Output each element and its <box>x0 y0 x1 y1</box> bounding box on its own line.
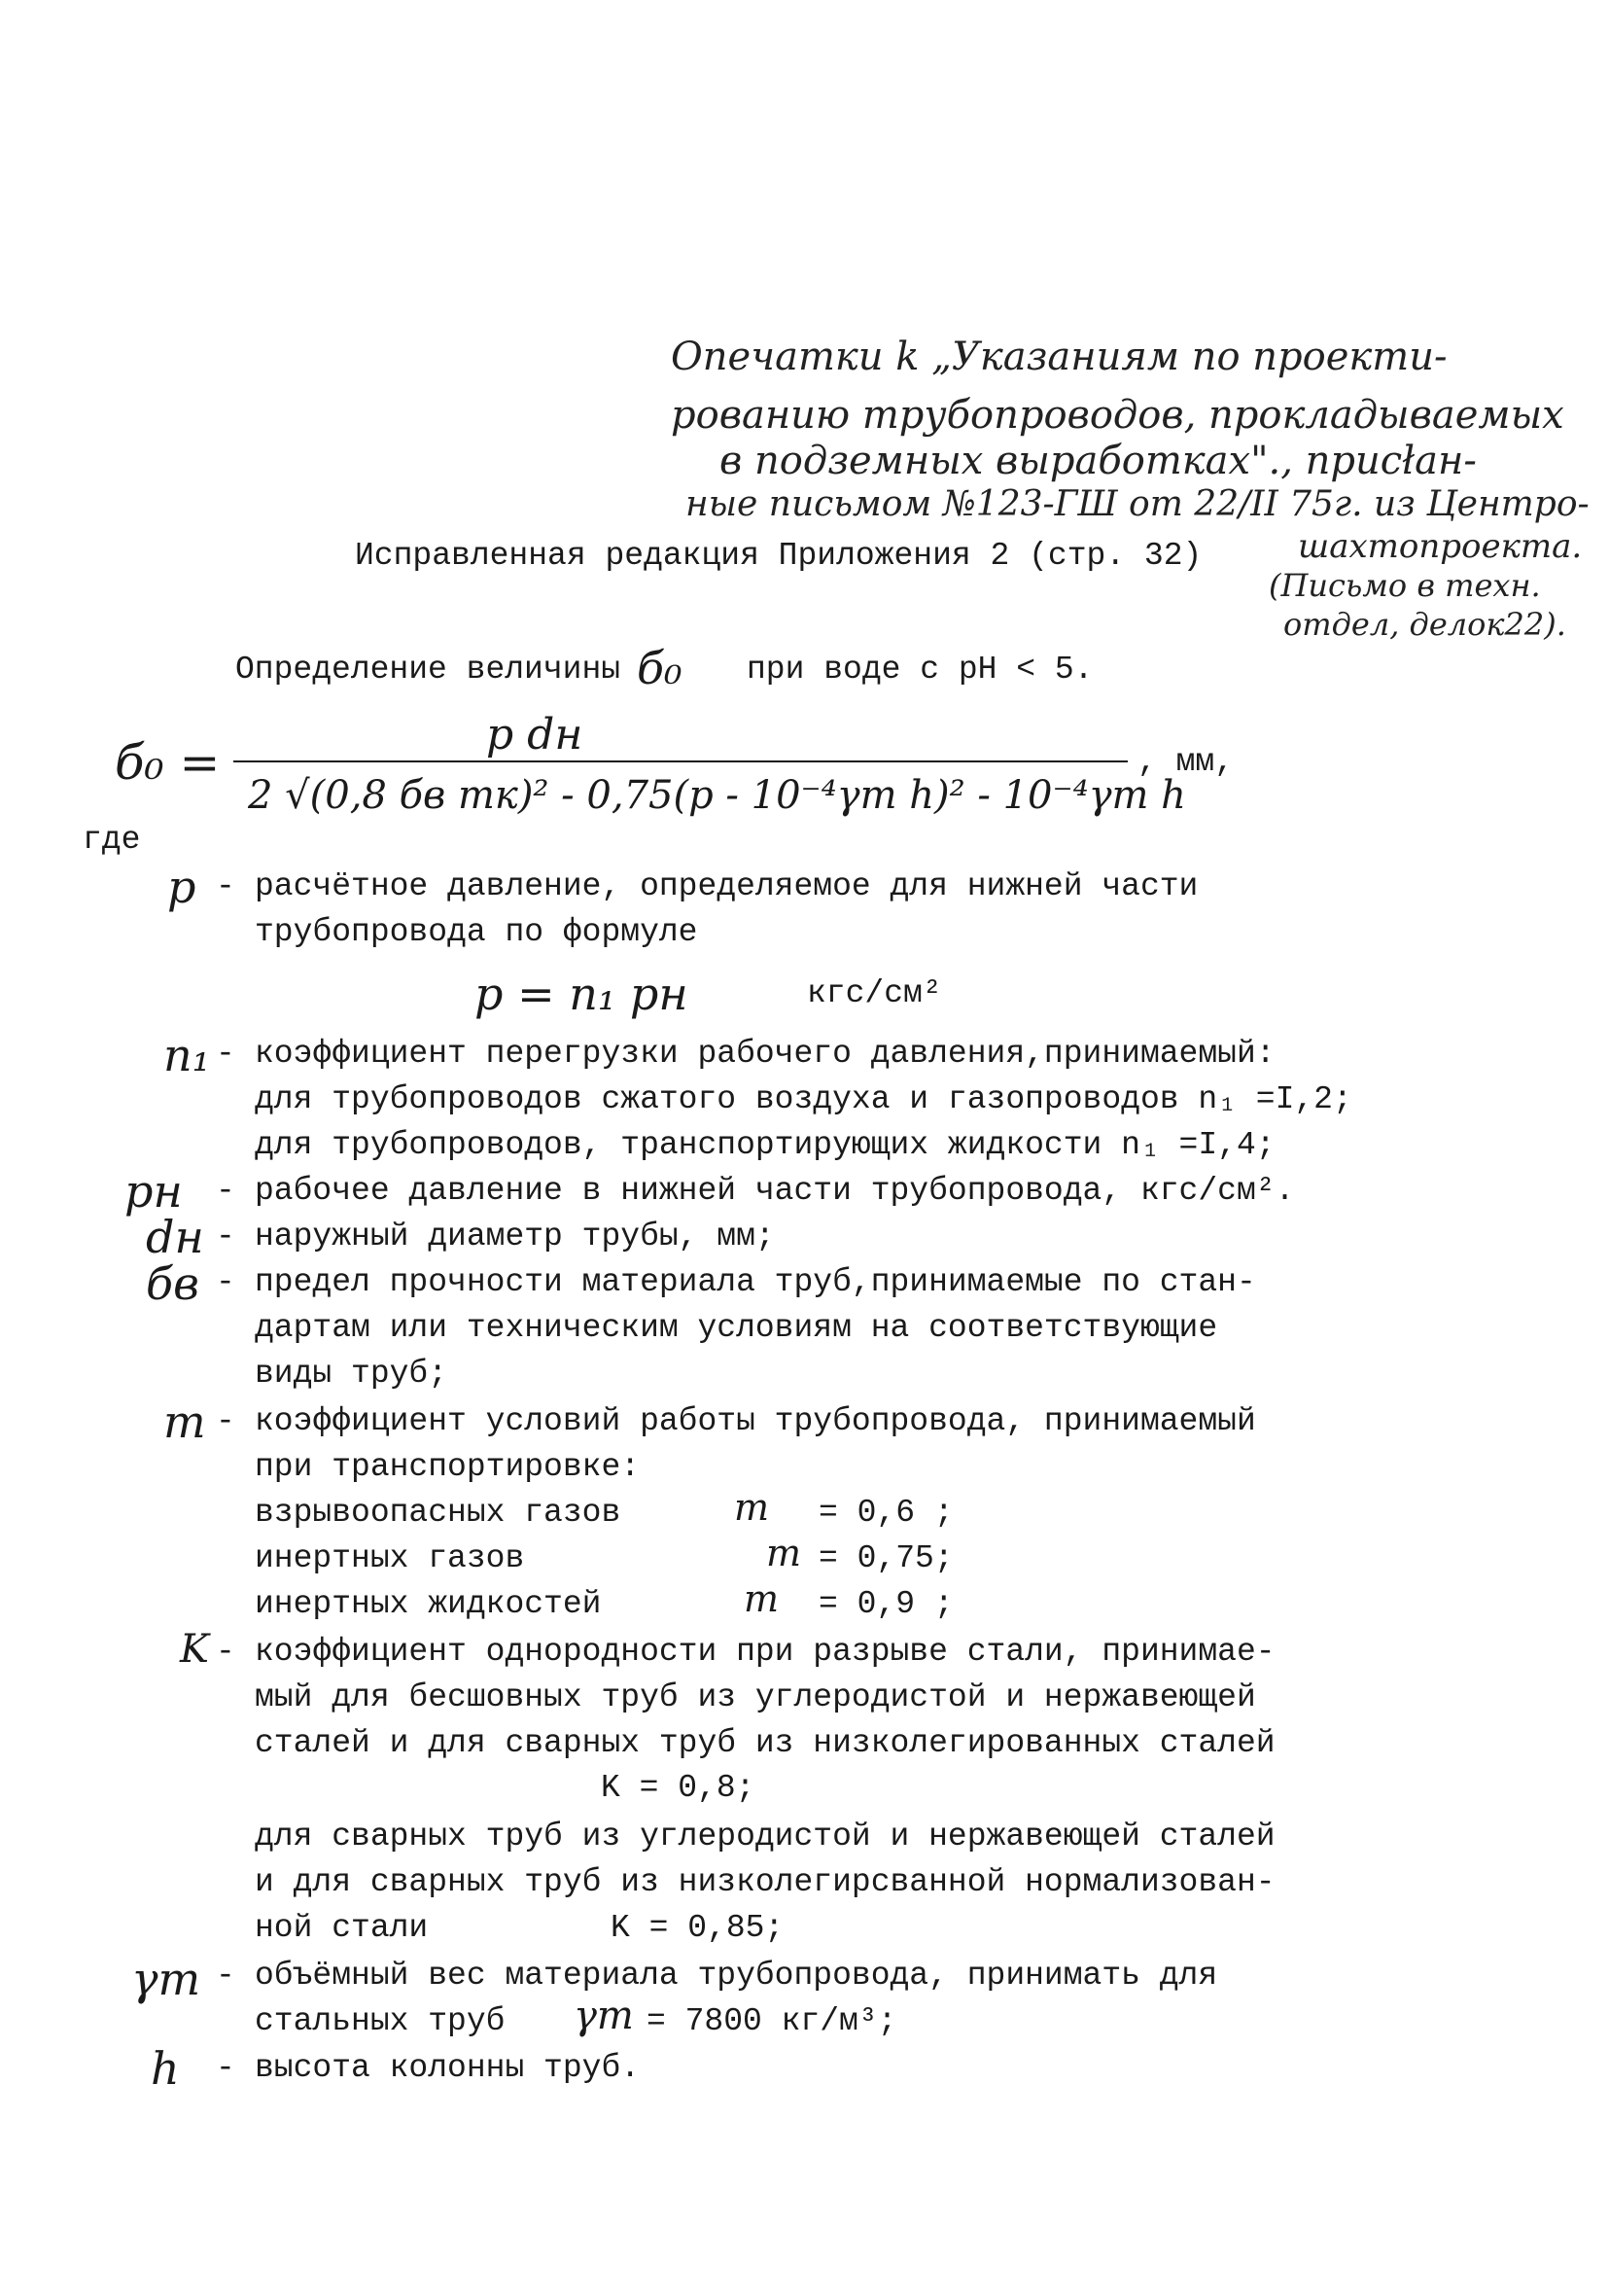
pressure-unit: кгс/см² <box>807 975 942 1011</box>
intro-condition: при воде с pH < 5. <box>747 652 1094 688</box>
def-m-line-2: при транспортировке: <box>255 1449 641 1485</box>
handwritten-note-line-7: отдел, делок22). <box>1283 606 1566 643</box>
def-dn-line-1: наружный диаметр трубы, мм; <box>255 1219 775 1254</box>
k-value-first: K = 0,8; <box>601 1770 755 1806</box>
def-h-line-1: высота колонны труб. <box>255 2050 641 2086</box>
k-value-second: K = 0,85; <box>611 1910 785 1946</box>
def-symbol-k: K <box>180 1627 209 1672</box>
k-second-tail: ной стали <box>255 1910 429 1946</box>
def-n1-line-1: коэффициент перегрузки рабочего давления,принимаемый: <box>255 1036 1276 1072</box>
def-dash: - <box>216 1173 235 1209</box>
m-value-symbol: m <box>766 1532 802 1574</box>
def-pn-line-1: рабочее давление в нижней части трубопровода, кгс/см². <box>255 1173 1295 1209</box>
m-value-number: = 0,9 ; <box>819 1586 954 1622</box>
def-dash: - <box>216 2050 235 2086</box>
handwritten-note-line-3: в подземных выработках"., присłан- <box>719 439 1477 483</box>
def-symbol-m: m <box>163 1395 206 1448</box>
gamma-value-symbol: γт <box>574 1994 634 2038</box>
handwritten-note-line-1: Опечатки k „Указаниям по проекти- <box>671 335 1448 379</box>
k-second-line-1: для сварных труб из углеродистой и нержавеющей сталей <box>255 1819 1276 1854</box>
formula-denominator: 2 √(0,8 бв mк)² - 0,75(p - 10⁻⁴γт h)² - 10⁻⁴γт h <box>248 773 1186 818</box>
def-dash: - <box>216 1264 235 1300</box>
def-k-line-1: коэффициент однородности при разрыве стали, принимае- <box>255 1634 1276 1670</box>
handwritten-note-line-5: шахтопроекта. <box>1298 527 1583 566</box>
def-n1-line-3: для трубопроводов, транспортирующих жидкости n₁ =I,4; <box>255 1127 1276 1163</box>
def-dash: - <box>216 1634 235 1670</box>
handwritten-note-line-2: рованию трубопроводов, прокладываемых <box>671 393 1564 438</box>
fraction-line <box>233 760 1128 762</box>
m-value-number: = 0,6 ; <box>819 1495 954 1531</box>
intro-text: Определение величины <box>235 652 621 688</box>
handwritten-note-line-4: ные письмом №123-ГШ от 22/II 75г. из Центро- <box>685 484 1590 524</box>
def-symbol-pn: pн <box>124 1165 183 1218</box>
def-p-line-2: трубопровода по формуле <box>255 914 698 950</box>
def-dash: - <box>216 1958 235 1994</box>
formula-numerator: p dн <box>486 710 583 759</box>
m-value-symbol: m <box>744 1577 780 1620</box>
page-title: Исправленная редакция Приложения 2 (стр. 32) <box>355 538 1203 574</box>
def-symbol-n1: n₁ <box>163 1029 211 1081</box>
m-value-label: инертных жидкостей <box>255 1586 602 1622</box>
m-value-label: взрывоопасных газов <box>255 1495 621 1531</box>
def-dash: - <box>216 1403 235 1439</box>
def-symbol-p: p <box>167 861 196 913</box>
def-dash: - <box>216 1036 235 1072</box>
def-symbol-sigma-b: бв <box>146 1257 199 1310</box>
def-gamma-line-1: объёмный вес материала трубопровода, принимать для <box>255 1958 1218 1994</box>
def-sigma-b-line-2: дартам или техническим условиям на соответствующие <box>255 1310 1218 1346</box>
where-label: где <box>83 822 141 858</box>
def-symbol-gamma-t: γт <box>131 1953 201 2005</box>
sigma-zero-symbol: б₀ <box>637 642 682 694</box>
def-gamma-line-2: стальных труб <box>255 2003 506 2039</box>
def-n1-line-2: для трубопроводов сжатого воздуха и газопроводов n₁ =I,2; <box>255 1081 1352 1117</box>
def-m-line-1: коэффициент условий работы трубопровода, принимаемый <box>255 1403 1256 1439</box>
def-p-line-1: расчётное давление, определяемое для нижней части <box>255 868 1199 904</box>
handwritten-note-line-6: (Письмо в техн. <box>1269 567 1541 604</box>
m-value-label: инертных газов <box>255 1540 525 1576</box>
def-sigma-b-line-3: виды труб; <box>255 1356 448 1392</box>
def-k-line-2: мый для бесшовных труб из углеродистой и нержавеющей <box>255 1679 1256 1715</box>
m-value-number: = 0,75; <box>819 1540 954 1576</box>
m-value-symbol: m <box>734 1486 770 1529</box>
def-dash: - <box>216 1219 235 1254</box>
formula-unit: , мм, <box>1137 744 1235 780</box>
formula-lhs: б₀ = <box>115 734 221 791</box>
def-k-line-3: сталей и для сварных труб из низколегированных сталей <box>255 1725 1276 1761</box>
gamma-value-number: = 7800 кг/м³; <box>647 2003 897 2039</box>
pressure-formula: p = n₁ pн <box>474 968 688 1020</box>
def-symbol-dn: dн <box>146 1211 204 1263</box>
def-symbol-h: h <box>151 2042 180 2095</box>
def-sigma-b-line-1: предел прочности материала труб,принимаемые по стан- <box>255 1264 1256 1300</box>
def-dash: - <box>216 868 235 904</box>
k-second-line-2: и для сварных труб из низколегирсванной нормализован- <box>255 1864 1276 1900</box>
